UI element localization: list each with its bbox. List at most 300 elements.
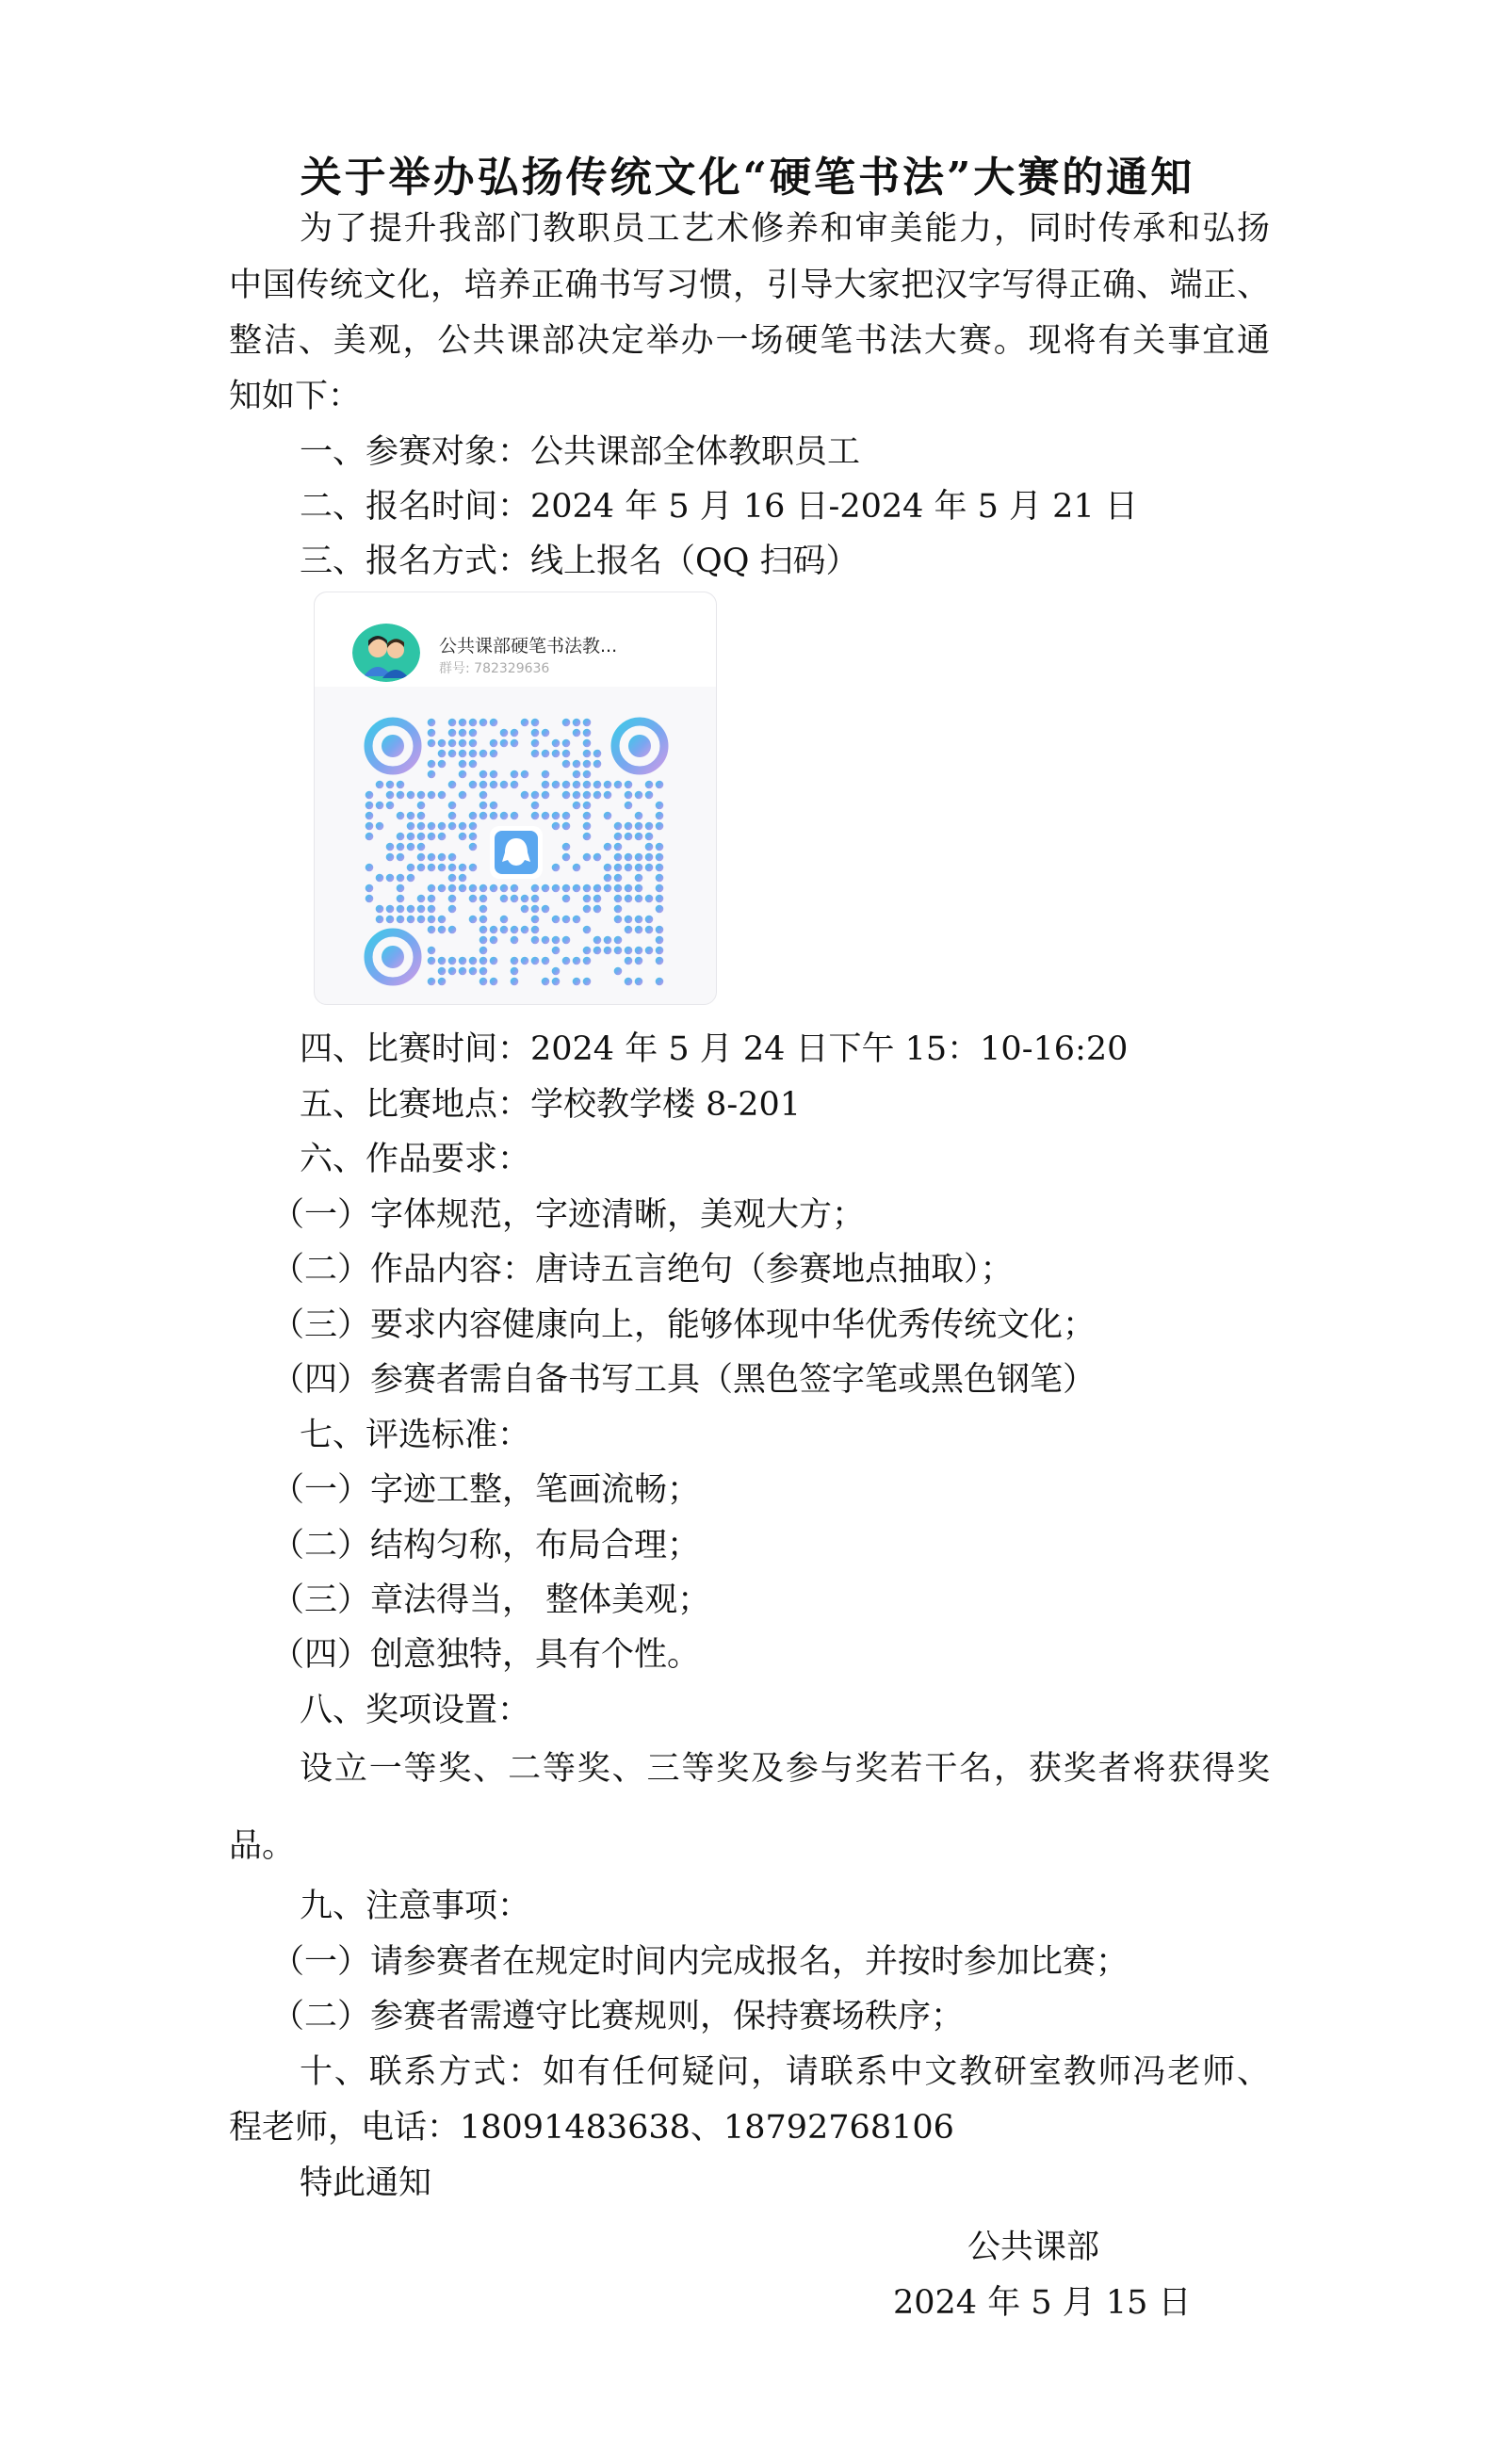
qr-dot [562,957,571,965]
qr-dot [614,967,623,976]
qr-dot [583,750,592,758]
qr-dot [469,822,478,831]
section-2: 二、报名时间：2024 年 5 月 16 日-2024 年 5 月 21 日 [300,488,1138,526]
qr-card-header [315,592,716,687]
qr-dot [479,791,488,800]
qr-dot [479,957,488,965]
signature-date: 2024 年 5 月 15 日 [893,2284,1192,2322]
qr-dot [542,729,550,738]
qr-dot [645,843,654,851]
qr-dot [521,770,529,779]
qr-dot [459,884,467,893]
qr-dot [614,853,623,862]
qr-dot [521,719,529,727]
qr-dot [366,802,374,810]
qr-dot [428,905,436,914]
intro-line-1: 为了提升我部门教职员工艺术修养和审美能力，同时传承和弘扬 [300,210,1270,248]
qr-dot [583,853,592,862]
qr-dot [438,833,447,841]
qr-dot [625,802,633,810]
qr-dot [479,895,488,903]
qr-dot [531,750,540,758]
qr-dot [397,812,405,820]
qr-dot [511,895,519,903]
qr-dot [625,833,633,841]
qr-dot [635,916,643,924]
qr-dot [645,833,654,841]
qr-dot [417,916,426,924]
qr-dot [428,916,436,924]
qr-dot [635,884,643,893]
qr-dot [479,750,488,758]
section-6-item-2: （二）作品内容：唐诗五言绝句（参赛地点抽取）； [271,1251,1014,1289]
qr-dot [428,833,436,841]
qr-dot [417,864,426,872]
qr-dot [552,864,561,872]
qr-dot [531,916,540,924]
qr-dot [428,822,436,831]
qr-dot [479,916,488,924]
qr-dot [479,770,488,779]
qr-dot [625,781,633,789]
qq-group-qr-card[interactable] [314,592,717,1005]
qr-dot [448,967,457,976]
qr-dot [438,864,447,872]
qr-dot [397,884,405,893]
qr-dot [635,874,643,883]
section-9-item-2: （二）参赛者需遵守比赛规则，保持赛场秩序； [271,1998,965,2035]
qr-dot [552,750,561,758]
qr-dot [531,884,540,893]
qr-dot [428,719,436,727]
qr-dot [490,812,498,820]
qr-dot [511,770,519,779]
qr-dot [656,802,664,810]
qr-dot [479,781,488,789]
qr-dot [479,719,488,727]
qr-dot [448,884,457,893]
qr-dot [562,760,571,769]
qr-dot [417,905,426,914]
qr-dot [635,791,643,800]
qr-dot [614,895,623,903]
qr-dot [531,802,540,810]
qr-dot [366,822,374,831]
intro-line-3: 整洁、美观，公共课部决定举办一场硬笔书法大赛。现将有关事宜通 [229,322,1270,360]
qr-dot [573,802,581,810]
qr-dot [386,874,395,883]
qr-dot [656,978,664,986]
qr-dot [531,791,540,800]
qr-dot [583,884,592,893]
qr-dot [511,884,519,893]
qr-dot [490,926,498,934]
section-10-line-1: 十、联系方式：如有任何疑问，请联系中文教研室教师冯老师、 [300,2053,1270,2091]
qr-dot [479,812,488,820]
qr-code-image[interactable] [362,715,671,988]
qr-dot [438,822,447,831]
qr-dot [397,874,405,883]
qr-dot [397,833,405,841]
qr-dot [614,874,623,883]
qr-dot [635,978,643,986]
qr-dot [417,853,426,862]
qr-dot [397,916,405,924]
qr-dot [583,760,592,769]
qr-dot [542,791,550,800]
qr-dot [573,957,581,965]
qr-dot [386,843,395,851]
qr-dot [656,812,664,820]
qr-dot [573,729,581,738]
qr-dot [573,781,581,789]
qr-dot [625,947,633,955]
qr-dot [511,812,519,820]
qr-dot [593,781,602,789]
section-7-item-4: （四）创意独特，具有个性。 [271,1636,701,1674]
qr-dot [656,864,664,872]
qr-dot [562,812,571,820]
qr-dot [542,884,550,893]
qr-group-id: 群号: 782329636 [439,661,550,676]
section-6-item-1: （一）字体规范，字迹清晰，美观大方； [271,1196,866,1234]
qr-dot [531,729,540,738]
qr-dot [562,822,571,831]
qr-dot [428,895,436,903]
qr-dot [573,978,581,986]
qr-dot [490,750,498,758]
qr-dot [656,957,664,965]
qr-dot [448,864,457,872]
qr-dot [645,895,654,903]
section-7-item-2: （二）结构匀称，布局合理； [271,1527,701,1564]
qr-dot [366,884,374,893]
qr-dot [511,729,519,738]
qr-dot [459,770,467,779]
qr-dot [645,853,654,862]
qr-dot [490,719,498,727]
qr-dot [417,812,426,820]
qr-dot [448,895,457,903]
qr-dot [438,750,447,758]
qr-dot [645,791,654,800]
qr-dot [521,926,529,934]
section-9: 九、注意事项： [300,1888,531,1925]
qr-dot [573,719,581,727]
qr-dot [562,739,571,748]
qr-dot [573,884,581,893]
qr-dot [573,864,581,872]
qr-dot [562,750,571,758]
qr-dot [625,916,633,924]
qr-dot [635,822,643,831]
qr-dot [500,812,509,820]
qr-dot [635,812,643,820]
qr-dot [583,833,592,841]
qr-dot [656,926,664,934]
qr-dot [407,905,415,914]
qr-dot [407,916,415,924]
qr-dot [593,905,602,914]
qr-dot [656,781,664,789]
qr-dot [469,843,478,851]
qr-dot [645,864,654,872]
section-3: 三、报名方式：线上报名（QQ 扫码） [300,543,859,580]
qr-dot [531,812,540,820]
qr-dot [459,967,467,976]
qr-dot [386,905,395,914]
qr-dot [397,781,405,789]
section-6: 六、作品要求： [300,1141,531,1178]
qr-dot [448,905,457,914]
qr-dot [376,781,384,789]
qr-dot [490,739,498,748]
qr-dot [593,853,602,862]
qr-dot [573,760,581,769]
qr-dot [542,770,550,779]
qr-dot [448,874,457,883]
qr-dot [428,760,436,769]
qr-dot [542,781,550,789]
qr-dot [552,884,561,893]
qr-dot [614,864,623,872]
qr-dot [448,781,457,789]
qr-dot [635,926,643,934]
qr-dot [625,895,633,903]
qr-dot [635,833,643,841]
qr-dot [469,895,478,903]
qr-dot [635,957,643,965]
qr-dot [583,739,592,748]
qr-dot [625,926,633,934]
qr-dot [562,916,571,924]
qr-dot [593,884,602,893]
qr-dot [562,853,571,862]
qr-dot [469,967,478,976]
qr-dot [428,864,436,872]
qr-dot [448,739,457,748]
qr-dot [645,926,654,934]
qr-dot [521,957,529,965]
qr-dot [656,905,664,914]
qr-dot [490,802,498,810]
page-title: 关于举办弘扬传统文化“硬笔书法”大赛的通知 [300,154,1195,202]
qr-dot [500,729,509,738]
qr-dot [469,884,478,893]
qr-dot [573,791,581,800]
qr-dot [479,936,488,945]
qr-dot [656,874,664,883]
qr-dot [542,905,550,914]
qr-dot [448,750,457,758]
qr-dot [428,853,436,862]
qr-dot [407,812,415,820]
qr-dot [407,874,415,883]
qr-dot [448,719,457,727]
qr-dot [511,957,519,965]
qr-dot [386,781,395,789]
qr-dot [583,781,592,789]
qr-dot [552,822,561,831]
qr-dot [459,833,467,841]
qr-dot [604,781,612,789]
qr-dot [500,739,509,748]
qr-dot [614,822,623,831]
qr-dot [397,853,405,862]
qr-dot [479,967,488,976]
qr-dot [479,926,488,934]
qr-dot [552,978,561,986]
section-7: 七、评选标准： [300,1417,531,1454]
qr-dot [448,822,457,831]
qr-dot [593,760,602,769]
qr-dot [459,760,467,769]
qr-dot [604,791,612,800]
qr-dot [562,884,571,893]
qr-dot [490,781,498,789]
qr-dot [417,791,426,800]
qr-dot [479,884,488,893]
qr-dot [459,739,467,748]
section-10-line-2: 程老师，电话：18091483638、18792768106 [229,2109,954,2147]
qr-dot [593,791,602,800]
qr-dot [479,802,488,810]
qr-dot [562,895,571,903]
qr-dot [604,864,612,872]
qr-dot [552,781,561,789]
qr-dot [583,978,592,986]
qr-dot [614,936,623,945]
qr-dot [366,812,374,820]
section-1: 一、参赛对象：公共课部全体教职员工 [300,433,861,471]
qr-dot [656,895,664,903]
qr-dot [407,833,415,841]
qr-dot [479,947,488,955]
qr-dot [511,781,519,789]
qr-dot [407,791,415,800]
qr-dot [552,967,561,976]
qr-dot [511,926,519,934]
signature-department: 公共课部 [967,2229,1100,2266]
qr-dot [469,864,478,872]
qr-dot [459,729,467,738]
qr-dot [428,926,436,934]
qr-dot [604,936,612,945]
qr-dot [469,781,478,789]
qr-dot [417,895,426,903]
qr-dot [417,822,426,831]
qr-dot [656,853,664,862]
qr-dot [562,719,571,727]
qr-dot [552,936,561,945]
intro-line-2: 中国传统文化，培养正确书写习惯，引导大家把汉字写得正确、端正、 [229,267,1270,304]
qr-dot [625,853,633,862]
qr-group-name: 公共课部硬笔书法教... [439,636,618,657]
qr-dot [417,802,426,810]
qr-dot [604,874,612,883]
qr-dot [490,957,498,965]
qr-dot [542,978,550,986]
qr-dot [583,791,592,800]
qr-dot [562,791,571,800]
qr-dot [604,843,612,851]
closing-text: 特此通知 [300,2164,432,2202]
qr-dot [542,750,550,758]
qr-dot [562,843,571,851]
qr-dot [469,760,478,769]
qr-dot [448,853,457,862]
qr-dot [490,936,498,945]
qr-dot [625,822,633,831]
qr-dot [438,916,447,924]
qr-dot [531,936,540,945]
qr-dot [386,791,395,800]
qr-dot [366,791,374,800]
qr-dot [500,916,509,924]
qr-dot [438,957,447,965]
qr-dot [583,905,592,914]
qr-dot [366,833,374,841]
qr-dot [397,791,405,800]
section-8-text-2: 品。 [229,1827,296,1865]
qr-dot [593,750,602,758]
qr-dot [376,822,384,831]
qr-dot [593,936,602,945]
qr-dot [459,822,467,831]
qr-dot [448,812,457,820]
qr-dot [386,916,395,924]
qr-dot [428,947,436,955]
section-9-item-1: （一）请参赛者在规定时间内完成报名，并按时参加比赛； [271,1943,1129,1981]
qr-dot [428,957,436,965]
qr-dot [407,843,415,851]
qr-dot [490,770,498,779]
qr-dot [645,781,654,789]
qr-dot [376,905,384,914]
qr-dot [469,916,478,924]
qr-dot [604,947,612,955]
qr-dot [656,822,664,831]
qr-dot [479,905,488,914]
qr-dot [552,947,561,955]
section-8-text-1: 设立一等奖、二等奖、三等奖及参与奖若干名，获奖者将获得奖 [300,1750,1270,1788]
qr-dot [583,957,592,965]
qr-dot [428,729,436,738]
qr-dot [459,957,467,965]
qr-dot [511,978,519,986]
qr-dot [448,957,457,965]
qr-dot [593,895,602,903]
qr-dot [645,822,654,831]
qr-dot [531,957,540,965]
qr-dot [459,750,467,758]
section-4: 四、比赛时间：2024 年 5 月 24 日下午 15：10-16:20 [300,1030,1129,1068]
qr-dot [614,781,623,789]
qr-dot [397,905,405,914]
qr-dot [366,895,374,903]
qr-dot [531,719,540,727]
qr-dot [428,791,436,800]
qr-dot [511,739,519,748]
qr-dot [635,853,643,862]
qr-dot [438,884,447,893]
qr-dot [386,853,395,862]
section-7-item-1: （一）字迹工整，笔画流畅； [271,1471,701,1509]
qr-dot [397,843,405,851]
qr-dot [593,947,602,955]
qr-dot [625,957,633,965]
qr-dot [656,947,664,955]
